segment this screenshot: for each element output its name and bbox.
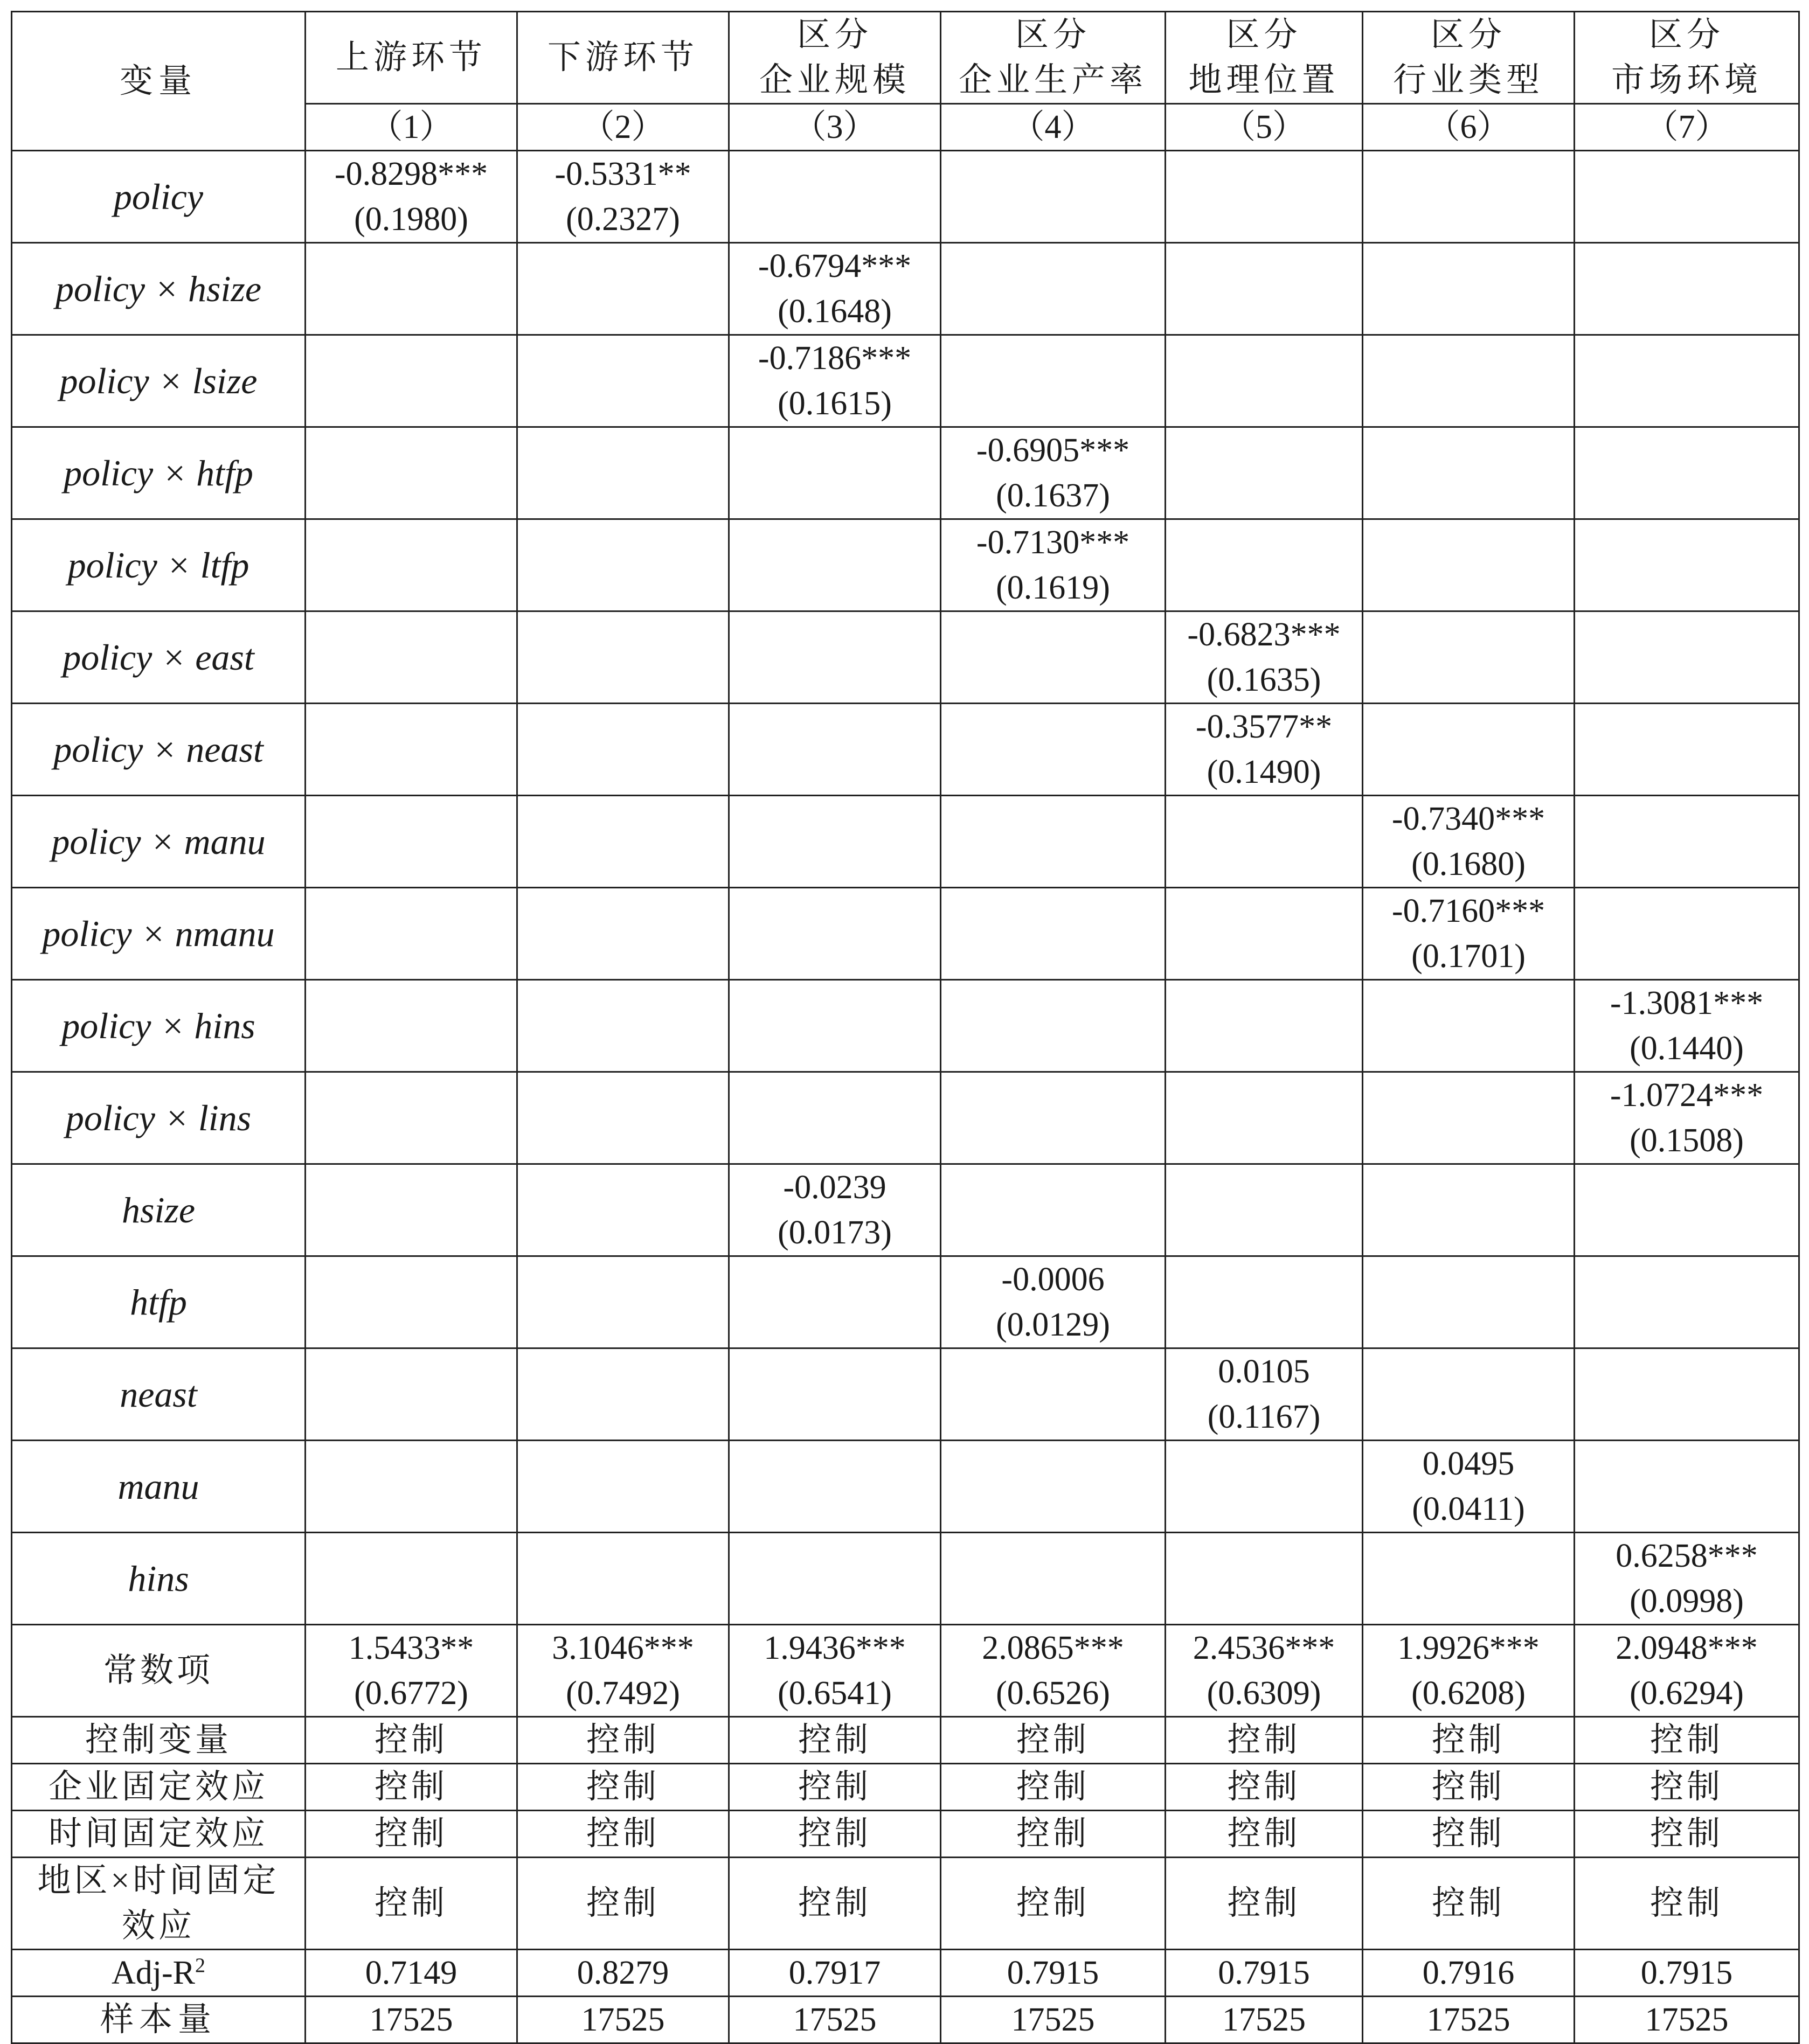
control-value: 控制 (729, 1717, 941, 1764)
coefficient: -0.7130*** (976, 524, 1130, 561)
coefficient-cell (306, 1256, 517, 1348)
coefficient-cell (1575, 1256, 1799, 1348)
column-title: 上游环节 (335, 39, 487, 76)
coefficient-cell (1575, 1625, 1799, 1717)
control-value: 控制 (306, 1717, 517, 1764)
coefficient-cell (1575, 1533, 1799, 1625)
adj-r2-value: 0.7916 (1363, 1950, 1575, 1997)
coefficient: -0.3577** (1195, 708, 1333, 745)
coefficient: -0.8298*** (334, 156, 488, 192)
standard-error: (0.0129) (996, 1306, 1110, 1343)
control-value: 控制 (729, 1764, 941, 1811)
coefficient-cell (729, 427, 941, 519)
coefficient-cell (729, 704, 941, 796)
coefficient-cell (306, 335, 517, 427)
standard-error: (0.1680) (1411, 846, 1526, 882)
coefficient-cell (1363, 980, 1575, 1072)
control-value: 控制 (1575, 1764, 1799, 1811)
sample-size-value: 17525 (517, 1997, 729, 2043)
control-value: 控制 (1575, 1717, 1799, 1764)
control-value: 控制 (729, 1811, 941, 1858)
coefficient-cell (517, 980, 729, 1072)
coefficient-cell (306, 1072, 517, 1164)
coefficient-cell (1166, 1256, 1363, 1348)
coefficient: 2.0865*** (982, 1630, 1124, 1666)
coefficient-cell (1166, 1533, 1363, 1625)
coefficient-cell (306, 888, 517, 980)
coefficient-cell (729, 1441, 941, 1533)
column-title-line1: 区分 (796, 17, 872, 53)
table-row (12, 1256, 1799, 1348)
coefficient-cell (729, 611, 941, 704)
coefficient-cell (517, 1164, 729, 1256)
coefficient-cell (1363, 1441, 1575, 1533)
coefficient-cell (517, 1348, 729, 1441)
adj-r2-value: 0.7917 (729, 1950, 941, 1997)
column-title-line1: 区分 (1648, 17, 1724, 53)
standard-error: (0.6772) (354, 1675, 468, 1712)
standard-error: (0.7492) (566, 1675, 680, 1712)
control-value: 控制 (1575, 1858, 1799, 1950)
control-value: 控制 (941, 1858, 1166, 1950)
variable-name: policy × neast (12, 704, 306, 796)
coefficient-cell (306, 796, 517, 888)
coefficient-cell (941, 1625, 1166, 1717)
coefficient-cell (1363, 796, 1575, 888)
coefficient-cell (517, 1256, 729, 1348)
coefficient-cell (1575, 980, 1799, 1072)
standard-error: (0.0998) (1630, 1583, 1744, 1619)
regression-table (11, 11, 1800, 2044)
coefficient-cell (517, 1533, 729, 1625)
control-value: 控制 (1363, 1858, 1575, 1950)
control-value: 控制 (1166, 1858, 1363, 1950)
adj-r2-value: 0.7915 (941, 1950, 1166, 1997)
coefficient-cell (729, 1164, 941, 1256)
sample-size-label: 样本量 (12, 1997, 306, 2043)
coefficient-cell (941, 243, 1166, 335)
variable-name: policy (12, 151, 306, 243)
coefficient-cell (729, 1256, 941, 1348)
control-value: 控制 (306, 1811, 517, 1858)
standard-error: (0.1619) (996, 569, 1110, 606)
coefficient-cell (941, 427, 1166, 519)
coefficient-cell (1575, 888, 1799, 980)
standard-error: (0.1980) (354, 201, 468, 238)
coefficient-cell (941, 1072, 1166, 1164)
coefficient-cell (517, 243, 729, 335)
standard-error: (0.1167) (1207, 1399, 1321, 1435)
coefficient: -0.7340*** (1391, 801, 1545, 837)
coefficient-cell (306, 1348, 517, 1441)
table-row (12, 243, 1799, 335)
coefficient-cell (729, 151, 941, 243)
column-title-line1: 区分 (1015, 17, 1091, 53)
coefficient-cell (1363, 519, 1575, 611)
coefficient-cell (1166, 611, 1363, 704)
control-value: 控制 (1166, 1811, 1363, 1858)
variable-name: policy × hins (12, 980, 306, 1072)
coefficient-cell (517, 704, 729, 796)
adj-r2-label (12, 1950, 306, 1997)
sample-size-value: 17525 (729, 1997, 941, 2043)
column-title-line2: 企业规模 (759, 62, 910, 99)
coefficient-cell (517, 796, 729, 888)
coefficient-cell (941, 151, 1166, 243)
column-header (1166, 12, 1363, 104)
table-row (12, 611, 1799, 704)
coefficient: -0.7186*** (758, 340, 912, 377)
standard-error: (0.1490) (1207, 754, 1321, 790)
coefficient-cell (1575, 335, 1799, 427)
adj-r2-value: 0.7915 (1166, 1950, 1363, 1997)
coefficient-cell (1363, 704, 1575, 796)
variable-name: policy × nmanu (12, 888, 306, 980)
coefficient-cell (1363, 335, 1575, 427)
standard-error: (0.1637) (996, 477, 1110, 514)
column-header (1575, 12, 1799, 104)
variable-name: htfp (12, 1256, 306, 1348)
coefficient-cell (1363, 611, 1575, 704)
column-title-line2: 企业生产率 (958, 62, 1147, 99)
variable-name: policy × lsize (12, 335, 306, 427)
standard-error: (0.0411) (1412, 1491, 1525, 1527)
coefficient-cell (517, 888, 729, 980)
variable-name: policy × hsize (12, 243, 306, 335)
coefficient-cell (941, 1441, 1166, 1533)
standard-error: (0.1635) (1207, 662, 1321, 698)
coefficient-cell (729, 519, 941, 611)
control-value: 控制 (1575, 1811, 1799, 1858)
sample-size-value: 17525 (941, 1997, 1166, 2043)
adj-r2-label-base: Adj-R (112, 1955, 195, 1991)
variable-name: policy × manu (12, 796, 306, 888)
control-value: 控制 (517, 1764, 729, 1811)
control-value: 控制 (517, 1717, 729, 1764)
control-value: 控制 (306, 1764, 517, 1811)
coefficient-cell (1363, 1625, 1575, 1717)
coefficient-cell (1575, 243, 1799, 335)
coefficient: -1.3081*** (1610, 985, 1764, 1021)
control-value: 控制 (1363, 1717, 1575, 1764)
table-row (12, 980, 1799, 1072)
coefficient: 0.0105 (1218, 1353, 1310, 1390)
coefficient: -0.0239 (783, 1169, 886, 1206)
variable-name: policy × east (12, 611, 306, 704)
coefficient-cell (1363, 427, 1575, 519)
coefficient-cell (941, 519, 1166, 611)
column-number: （7） (1575, 104, 1799, 151)
coefficient-cell (729, 1348, 941, 1441)
standard-error: (0.6294) (1630, 1675, 1744, 1712)
control-value: 控制 (517, 1811, 729, 1858)
variable-name: policy × lins (12, 1072, 306, 1164)
coefficient-cell (941, 1164, 1166, 1256)
standard-error: (0.6208) (1411, 1675, 1526, 1712)
coefficient-cell (1166, 796, 1363, 888)
coefficient: -1.0724*** (1610, 1077, 1764, 1114)
table-row (12, 427, 1799, 519)
column-number: （1） (306, 104, 517, 151)
variable-name: hins (12, 1533, 306, 1625)
coefficient-cell (306, 980, 517, 1072)
coefficient-cell (1575, 704, 1799, 796)
coefficient-cell (1575, 519, 1799, 611)
coefficient-cell (941, 335, 1166, 427)
coefficient-cell (941, 1256, 1166, 1348)
coefficient: -0.7160*** (1391, 893, 1545, 929)
standard-error: (0.1615) (778, 385, 892, 422)
coefficient-cell (941, 611, 1166, 704)
table-row (12, 704, 1799, 796)
coefficient: 0.0495 (1422, 1445, 1515, 1482)
table-row (12, 151, 1799, 243)
coefficient-cell (306, 1625, 517, 1717)
coefficient-cell (729, 888, 941, 980)
control-value: 控制 (941, 1764, 1166, 1811)
table-row (12, 1533, 1799, 1625)
coefficient-cell (1166, 704, 1363, 796)
coefficient-cell (1575, 796, 1799, 888)
coefficient-cell (1363, 1533, 1575, 1625)
coefficient-cell (1575, 1348, 1799, 1441)
column-header (729, 12, 941, 104)
coefficient-cell (1575, 1072, 1799, 1164)
control-value: 控制 (306, 1858, 517, 1950)
coefficient-cell (517, 611, 729, 704)
coefficient-cell (1363, 1164, 1575, 1256)
column-number: （5） (1166, 104, 1363, 151)
coefficient-cell (729, 335, 941, 427)
variable-name: policy × ltfp (12, 519, 306, 611)
column-number: （3） (729, 104, 941, 151)
coefficient-cell (517, 519, 729, 611)
coefficient-cell (306, 1533, 517, 1625)
coefficient-cell (1363, 1348, 1575, 1441)
coefficient-cell (941, 796, 1166, 888)
sample-size-value: 17525 (1575, 1997, 1799, 2043)
control-label: 控制变量 (12, 1717, 306, 1764)
coefficient-cell (941, 888, 1166, 980)
coefficient-cell (729, 243, 941, 335)
coefficient-cell (941, 1533, 1166, 1625)
adj-r2-label-sup: 2 (195, 1954, 205, 1977)
coefficient-cell (517, 427, 729, 519)
column-title-line2: 地理位置 (1188, 62, 1340, 99)
coefficient-cell (729, 1625, 941, 1717)
column-header (941, 12, 1166, 104)
coefficient: -0.0006 (1001, 1261, 1105, 1298)
coefficient-cell (729, 1533, 941, 1625)
coefficient-cell (1166, 1441, 1363, 1533)
coefficient-cell (306, 519, 517, 611)
control-value: 控制 (517, 1858, 729, 1950)
table-row (12, 796, 1799, 888)
coefficient-cell (941, 704, 1166, 796)
sample-size-value: 17525 (1363, 1997, 1575, 2043)
coefficient-cell (941, 1348, 1166, 1441)
control-row (12, 1858, 1799, 1950)
column-number: （6） (1363, 104, 1575, 151)
coefficient-cell (1166, 1072, 1363, 1164)
coefficient-cell (517, 1441, 729, 1533)
column-number: （2） (517, 104, 729, 151)
control-value: 控制 (729, 1858, 941, 1950)
control-row (12, 1717, 1799, 1764)
variable-name: 常数项 (12, 1625, 306, 1717)
control-row (12, 1764, 1799, 1811)
table-header (12, 12, 1799, 151)
coefficient-cell (517, 1625, 729, 1717)
coefficient-cell (1363, 1256, 1575, 1348)
standard-error: (0.1440) (1630, 1030, 1744, 1067)
coefficient-cell (517, 1072, 729, 1164)
coefficient-cell (1166, 1625, 1363, 1717)
adj-r2-value: 0.7149 (306, 1950, 517, 1997)
table-row (12, 1441, 1799, 1533)
header-row (12, 12, 1799, 104)
standard-error: (0.6309) (1207, 1675, 1321, 1712)
standard-error: (0.6526) (996, 1675, 1110, 1712)
coefficient-cell (517, 335, 729, 427)
standard-error: (0.1701) (1411, 938, 1526, 975)
coefficient-cell (517, 151, 729, 243)
standard-error: (0.0173) (778, 1214, 892, 1251)
control-label-line1: 地区×时间固定 (37, 1862, 280, 1899)
coefficient: 1.9436*** (764, 1630, 906, 1666)
coefficient-cell (306, 611, 517, 704)
table-row (12, 1164, 1799, 1256)
table-row (12, 888, 1799, 980)
control-value: 控制 (1363, 1811, 1575, 1858)
coefficient-cell (729, 796, 941, 888)
coefficient-cell (1166, 427, 1363, 519)
coefficient-cell (1575, 1441, 1799, 1533)
coefficient-cell (1575, 427, 1799, 519)
coefficient-cell (306, 427, 517, 519)
control-row (12, 1811, 1799, 1858)
coefficient-cell (1363, 888, 1575, 980)
adj-r2-value: 0.7915 (1575, 1950, 1799, 1997)
coefficient-cell (1166, 519, 1363, 611)
coefficient-cell (729, 980, 941, 1072)
control-value: 控制 (941, 1717, 1166, 1764)
coefficient-cell (1166, 1164, 1363, 1256)
sample-size-value: 17525 (306, 1997, 517, 2043)
standard-error: (0.6541) (778, 1675, 892, 1712)
column-header (1363, 12, 1575, 104)
control-label: 企业固定效应 (12, 1764, 306, 1811)
coefficient-cell (1166, 243, 1363, 335)
coefficient-cell (1575, 151, 1799, 243)
column-title-line2: 行业类型 (1392, 62, 1544, 99)
sample-size-row (12, 1997, 1799, 2043)
variable-name: neast (12, 1348, 306, 1441)
coefficient-cell (306, 704, 517, 796)
coefficient-cell (1575, 611, 1799, 704)
coefficient: 3.1046*** (552, 1630, 694, 1666)
coefficient: 2.4536*** (1193, 1630, 1335, 1666)
coefficient-cell (1363, 151, 1575, 243)
coefficient-cell (306, 243, 517, 335)
column-number: （4） (941, 104, 1166, 151)
table-row (12, 519, 1799, 611)
coefficient: 0.6258*** (1616, 1538, 1758, 1574)
coefficient-cell (306, 1164, 517, 1256)
column-title-line1: 区分 (1226, 17, 1302, 53)
coefficient: 1.9926*** (1397, 1630, 1540, 1666)
table-body (12, 151, 1799, 2043)
coefficient-cell (729, 1072, 941, 1164)
coefficient-cell (1166, 335, 1363, 427)
table-row (12, 1348, 1799, 1441)
standard-error: (0.1508) (1630, 1122, 1744, 1159)
column-header (306, 12, 517, 104)
control-label: 时间固定效应 (12, 1811, 306, 1858)
coefficient-cell (1166, 888, 1363, 980)
table-row (12, 1625, 1799, 1717)
coefficient: 2.0948*** (1616, 1630, 1758, 1666)
control-label (12, 1858, 306, 1950)
coefficient-cell (941, 980, 1166, 1072)
coefficient-cell (1166, 151, 1363, 243)
adj-r2-row (12, 1950, 1799, 1997)
standard-error: (0.1648) (778, 293, 892, 330)
column-header (517, 12, 729, 104)
table-row (12, 335, 1799, 427)
coefficient: 1.5433** (348, 1630, 474, 1666)
coefficient: -0.6823*** (1187, 616, 1341, 653)
adj-r2-value: 0.8279 (517, 1950, 729, 1997)
variable-name: hsize (12, 1164, 306, 1256)
variable-name: manu (12, 1441, 306, 1533)
coefficient-cell (1363, 1072, 1575, 1164)
control-value: 控制 (941, 1811, 1166, 1858)
variable-header: 变量 (12, 12, 306, 151)
control-value: 控制 (1363, 1764, 1575, 1811)
column-title-line1: 区分 (1430, 17, 1506, 53)
column-title-line2: 市场环境 (1611, 62, 1762, 99)
sample-size-value: 17525 (1166, 1997, 1363, 2043)
coefficient-cell (1166, 980, 1363, 1072)
variable-name: policy × htfp (12, 427, 306, 519)
control-value: 控制 (1166, 1717, 1363, 1764)
coefficient-cell (1363, 243, 1575, 335)
coefficient-cell (1575, 1164, 1799, 1256)
coefficient: -0.6794*** (758, 248, 912, 284)
coefficient-cell (306, 151, 517, 243)
column-title: 下游环节 (547, 39, 698, 76)
control-value: 控制 (1166, 1764, 1363, 1811)
control-label-line2: 效应 (121, 1908, 195, 1944)
coefficient: -0.5331** (555, 156, 691, 192)
coefficient-cell (306, 1441, 517, 1533)
table-row (12, 1072, 1799, 1164)
coefficient: -0.6905*** (976, 432, 1130, 469)
coefficient-cell (1166, 1348, 1363, 1441)
standard-error: (0.2327) (566, 201, 680, 238)
